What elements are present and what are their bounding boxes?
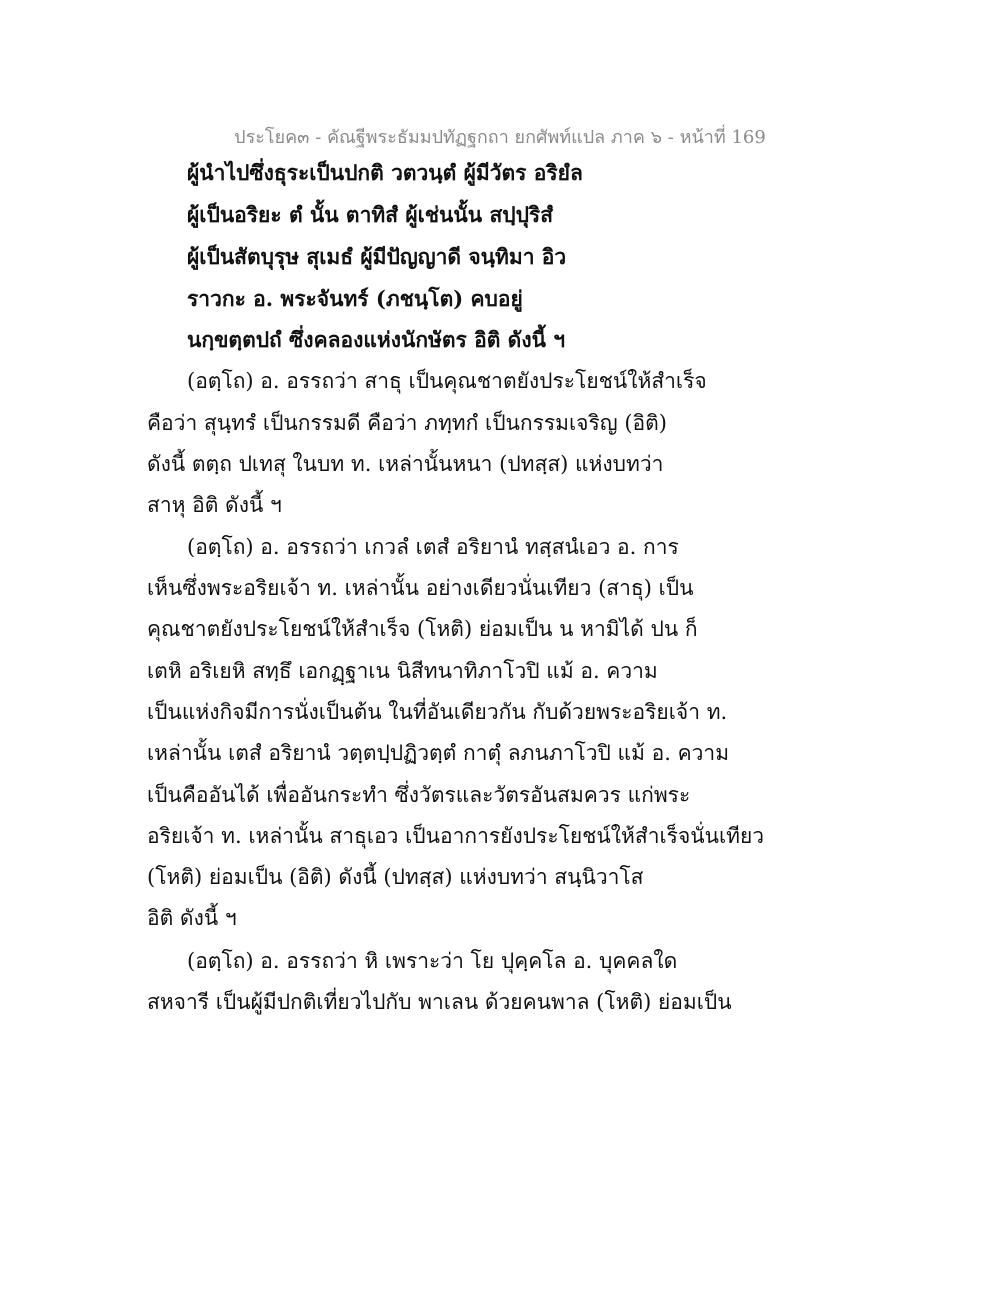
page-header: ประโยค๓ - คัณฐีพระธัมมปทัฏฐกถา ยกศัพท์แปล ภาค ๖ - หน้าที่ 169: [234, 127, 766, 148]
verse-line: ผู้เป็นอริยะ ตํ นั้น ตาทิสํ ผู้เช่นนั้น สปฺปุริสํ: [187, 202, 554, 227]
paragraph-line: อิติ ดังนี้ ฯ: [147, 906, 237, 930]
paragraph-line: คุณชาตยังประโยชน์ให้สำเร็จ (โหติ) ย่อมเป็น น หามิได้ ปน ก็: [147, 617, 698, 641]
paragraph-line: (อตฺโถ) อ. อรรถว่า หิ เพราะว่า โย ปุคฺคโล อ. บุคคลใด: [187, 949, 678, 973]
paragraph-line: สหจารี เป็นผู้มีปกติเที่ยวไปกับ พาเลน ด้วยคนพาล (โหติ) ย่อมเป็น: [147, 990, 732, 1014]
paragraph-line: (โหติ) ย่อมเป็น (อิติ) ดังนี้ (ปทสฺส) แห่งบทว่า สนฺนิวาโส: [147, 865, 644, 889]
paragraph-line: คือว่า สุนฺทรํ เป็นกรรมดี คือว่า ภทฺทกํ เป็นกรรมเจริญ (อิติ): [147, 411, 667, 435]
verse-line: นกฺขตฺตปถํ ซึ่งคลองแห่งนักษัตร อิติ ดังนี้ ฯ: [187, 327, 566, 352]
paragraph-line: อริยเจ้า ท. เหล่านั้น สาธุเอว เป็นอาการยังประโยชน์ให้สำเร็จนั่นเทียว: [147, 824, 765, 848]
paragraph-line: เห็นซึ่งพระอริยเจ้า ท. เหล่านั้น อย่างเดียวนั่นเทียว (สาธุ) เป็น: [147, 576, 694, 600]
paragraph-line: สาหุ อิติ ดังนี้ ฯ: [147, 493, 282, 517]
paragraph-line: เตหิ อริเยหิ สทฺธึ เอกฏฺฐาเน นิสีทนาทิภาโวปิ แม้ อ. ความ: [147, 659, 658, 683]
verse-line: ผู้นำไปซึ่งธุระเป็นปกติ วตวนฺตํ ผู้มีวัตร อริยํล: [187, 160, 583, 185]
paragraph-line: ดังนี้ ตตฺถ ปเทสุ ในบท ท. เหล่านั้นหนา (ปทสฺส) แห่งบทว่า: [147, 452, 664, 476]
verse-line: ราวกะ อ. พระจันทร์ (ภชนฺโต) คบอยู่: [187, 286, 523, 311]
verse-line: ผู้เป็นสัตบุรุษ สุเมธํ ผู้มีปัญญาดี จนฺทิมา อิว: [187, 244, 567, 269]
paragraph-line: (อตฺโถ) อ. อรรถว่า สาธุ เป็นคุณชาตยังประโยชน์ให้สำเร็จ: [187, 369, 707, 393]
paragraph-line: เป็นแห่งกิจมีการนั่งเป็นต้น ในที่อันเดียวกัน กับด้วยพระอริยเจ้า ท.: [147, 700, 728, 724]
paragraph-line: (อตฺโถ) อ. อรรถว่า เกวลํ เตสํ อริยานํ ทสฺสนํเอว อ. การ: [187, 535, 679, 559]
paragraph-line: เป็นคืออันได้ เพื่ออันกระทำ ซึ่งวัตรและวัตรอันสมควร แก่พระ: [147, 783, 691, 807]
paragraph-line: เหล่านั้น เตสํ อริยานํ วตฺตปฺปฏิวตฺตํ กาตุํ ลภนภาโวปิ แม้ อ. ความ: [147, 741, 730, 765]
